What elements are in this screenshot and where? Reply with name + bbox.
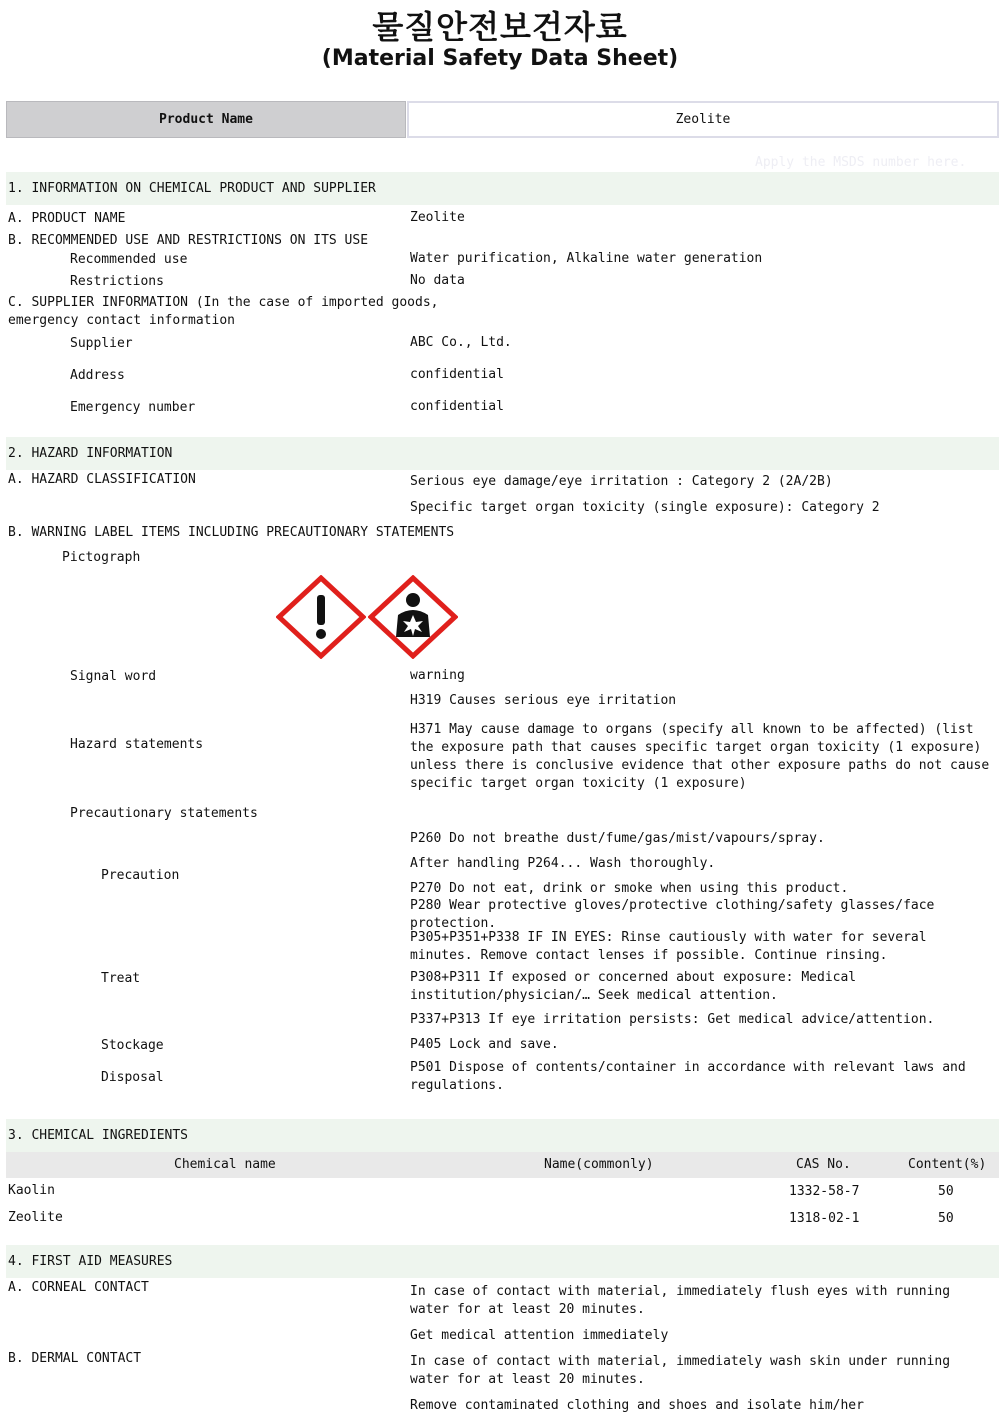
ingredient-content: 50	[938, 1211, 954, 1226]
product-name-value-cell: Zeolite	[407, 101, 999, 138]
ingredient-cas: 1318-02-1	[789, 1211, 860, 1226]
section-3-header	[6, 1119, 999, 1152]
supplier-info-heading: C. SUPPLIER INFORMATION (In the case of imported goods,	[8, 295, 439, 310]
ingredient-name: Kaolin	[8, 1183, 55, 1198]
column-header-cas-no: CAS No.	[796, 1157, 851, 1172]
supplier-label: Supplier	[70, 336, 133, 351]
recommended-use-heading: B. RECOMMENDED USE AND RESTRICTIONS ON ITS USE	[8, 233, 369, 248]
disposal-p501: P501 Dispose of contents/container in accordance with relevant laws and regulations.	[410, 1060, 966, 1093]
hazard-classification-label: A. HAZARD CLASSIFICATION	[8, 472, 196, 487]
warning-label-heading: B. WARNING LABEL ITEMS INCLUDING PRECAUTIONARY STATEMENTS	[8, 525, 455, 540]
address-value: confidential	[410, 367, 504, 382]
ingredients-table-header	[6, 1152, 999, 1178]
hazard-classification-eye: Serious eye damage/eye irritation : Category 2 (2A/2B)	[410, 474, 833, 489]
hazard-statements-label: Hazard statements	[70, 737, 204, 752]
section-2-title: 2. HAZARD INFORMATION	[8, 446, 173, 461]
hazard-classification-organ: Specific target organ toxicity (single exposure): Category 2	[410, 500, 880, 515]
msds-number-hint: Apply the MSDS number here.	[755, 155, 967, 170]
ingredient-name: Zeolite	[8, 1210, 63, 1225]
dermal-contact-clothing: Remove contaminated clothing and shoes and isolate him/her	[410, 1398, 864, 1413]
treat-p337: P337+P313 If eye irritation persists: Get medical advice/attention.	[410, 1012, 935, 1027]
restrictions-label: Restrictions	[70, 274, 164, 289]
column-header-chemical-name: Chemical name	[174, 1157, 276, 1172]
precaution-label: Precaution	[101, 868, 180, 883]
supplier-value: ABC Co., Ltd.	[410, 335, 512, 350]
precaution-p260: P260 Do not breathe dust/fume/gas/mist/vapours/spray.	[410, 831, 825, 846]
recommended-use-label: Recommended use	[70, 252, 188, 267]
treat-p308: P308+P311 If exposed or concerned about exposure: Medical institution/physician/… Seek medical attention.	[410, 970, 857, 1003]
corneal-contact-medical: Get medical attention immediately	[410, 1328, 669, 1343]
section-4-header	[6, 1245, 999, 1278]
stockage-label: Stockage	[101, 1038, 164, 1053]
exclamation-mark-icon	[276, 575, 366, 659]
section-1-header	[6, 172, 999, 205]
dermal-contact-instruction: In case of contact with material, immediately wash skin under running water for at least 20 minutes.	[410, 1354, 951, 1387]
column-header-content: Content(%)	[908, 1157, 987, 1172]
emergency-number-label: Emergency number	[70, 400, 196, 415]
section-1-title: 1. INFORMATION ON CHEMICAL PRODUCT AND SUPPLIER	[8, 181, 376, 196]
recommended-use-value: Water purification, Alkaline water generation	[410, 251, 763, 266]
signal-word-value: warning	[410, 668, 465, 683]
treat-label: Treat	[101, 971, 141, 986]
hazard-statement-h319: H319 Causes serious eye irritation	[410, 693, 677, 708]
health-hazard-icon	[368, 575, 458, 659]
treat-p305: P305+P351+P338 IF IN EYES: Rinse cautiously with water for several minutes. Remove contact lenses if possible. Continue rinsing.	[410, 930, 927, 963]
hazard-statement-h371: H371 May cause damage to organs (specify all known to be affected) (list the exposure path that causes specific target organ toxicity (1 exposure) unless there is conclusive evidence that other exposure paths do not cause specific target organ toxicity (1 exposure)	[410, 722, 990, 791]
document-title-korean: 물질안전보건자료	[372, 8, 628, 46]
corneal-contact-instruction: In case of contact with material, immediately flush eyes with running water for at least 20 minutes.	[410, 1284, 951, 1317]
precautionary-statements-label: Precautionary statements	[70, 806, 258, 821]
product-name-value: Zeolite	[410, 210, 465, 225]
precaution-p280: P280 Wear protective gloves/protective clothing/safety glasses/face protection.	[410, 898, 935, 931]
address-label: Address	[70, 368, 125, 383]
document-title-english: (Material Safety Data Sheet)	[321, 46, 679, 71]
section-3-title: 3. CHEMICAL INGREDIENTS	[8, 1128, 189, 1143]
section-4-title: 4. FIRST AID MEASURES	[8, 1254, 173, 1269]
stockage-p405: P405 Lock and save.	[410, 1037, 559, 1052]
supplier-info-heading-continued: emergency contact information	[8, 313, 235, 328]
pictograph-label: Pictograph	[62, 550, 141, 565]
precaution-p270: P270 Do not eat, drink or smoke when using this product.	[410, 881, 849, 896]
restrictions-value: No data	[410, 273, 465, 288]
corneal-contact-label: A. CORNEAL CONTACT	[8, 1280, 149, 1295]
column-header-common-name: Name(commonly)	[544, 1157, 654, 1172]
dermal-contact-label: B. DERMAL CONTACT	[8, 1351, 142, 1366]
signal-word-label: Signal word	[70, 669, 157, 684]
emergency-number-value: confidential	[410, 399, 504, 414]
section-2-header	[6, 437, 999, 470]
ingredient-cas: 1332-58-7	[789, 1184, 860, 1199]
precaution-p264: After handling P264... Wash thoroughly.	[410, 856, 716, 871]
product-name-label: A. PRODUCT NAME	[8, 211, 126, 226]
disposal-label: Disposal	[101, 1070, 164, 1085]
product-name-label-cell: Product Name	[6, 101, 406, 138]
ingredient-content: 50	[938, 1184, 954, 1199]
